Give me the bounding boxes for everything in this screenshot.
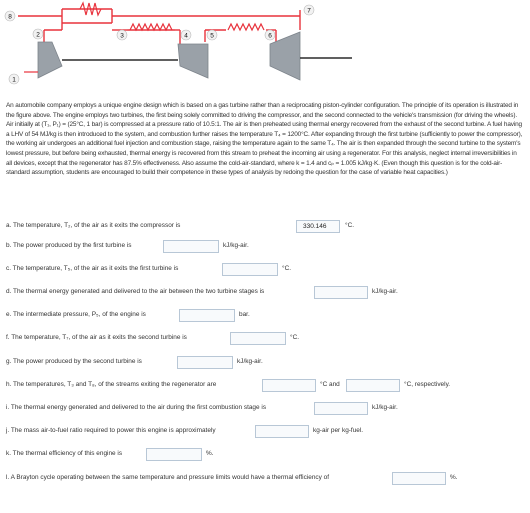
problem-statement: An automobile company employs a unique engine design which is based on a gas turbine rather than a reciprocating piston-cylinder configuration. The principle of its operation is illustrated in the figure above. The engine employs two turbines, the first being solely committed to driving the compressor, and the second connected to the vehicle's transmission (for driving the wheels). Air initially at (T₁, P₁) = (25°C, 1 bar) is compressed at a pressure ratio of 10.5:1. The air is then preheated using thermal energy recovered from the exhaust of the second turbine. A fuel having a LHV of 54 MJ/kg is then introduced to the system, and combustion further raises the temperature T₄ = 1200°C. After expanding through the first turbine (sufficiently to power the compressor), the working air undergoes an additional fuel injection and combustion stage, raising the temperature again to the same T₄. The air is then expanded through the second turbine to the system's lowest pressure, but before being exhausted, thermal energy is recovered from this stream to preheat the incoming air using a regenerator. For this analysis, neglect internal irreversibilities in all devices, except that the regenerator has 87.5% effectiveness. Also assume the cold-air-standard, where k = 1.4 and cₚ = 1.005 kJ/kg·K. (Even though this question is for the cold-air-standard assumption, students are encouraged to build their competence in these types of analysis by redoing the question for the case of variable heat capacities.) <box>6 102 523 177</box>
answer-c-input[interactable] <box>222 263 278 276</box>
question-e-label: e. The intermediate pressure, P₅, of the engine is <box>6 311 146 318</box>
answer-f-input[interactable] <box>230 332 286 345</box>
question-f-label: f. The temperature, T₇, of the air as it exits the second turbine is <box>6 334 187 341</box>
question-h-mid: °C and <box>320 381 340 388</box>
answer-a-input[interactable]: 330.146 <box>296 220 340 233</box>
question-e-unit: bar. <box>239 311 250 318</box>
question-g-unit: kJ/kg-air. <box>237 358 263 365</box>
question-b-label: b. The power produced by the first turbine is <box>6 242 132 249</box>
question-d-label: d. The thermal energy generated and delivered to the air between the two turbine stages is <box>6 288 265 295</box>
question-c-unit: °C. <box>282 265 292 272</box>
state-label-8: 8 <box>8 13 12 21</box>
question-a-unit: °C. <box>345 222 355 229</box>
question-f-unit: °C. <box>290 334 300 341</box>
answer-d-input[interactable] <box>314 286 368 299</box>
flow-lines <box>18 9 300 44</box>
state-label-2: 2 <box>36 31 40 39</box>
state-label-4: 4 <box>184 32 188 40</box>
question-l-unit: %. <box>450 474 458 481</box>
compressor <box>38 42 62 78</box>
answer-g-input[interactable] <box>177 356 233 369</box>
answer-j-input[interactable] <box>255 425 309 438</box>
question-i-unit: kJ/kg-air. <box>372 404 398 411</box>
answer-e-input[interactable] <box>179 309 235 322</box>
engine-schematic <box>0 0 530 100</box>
question-a-label: a. The temperature, T₂, of the air as it exits the compressor is <box>6 222 181 229</box>
question-b-unit: kJ/kg-air. <box>223 242 249 249</box>
question-d-unit: kJ/kg-air. <box>372 288 398 295</box>
question-c-label: c. The temperature, T₅, of the air as it exits the first turbine is <box>6 265 179 272</box>
state-label-6: 6 <box>268 32 272 40</box>
question-h-unit: °C, respectively. <box>404 381 451 388</box>
answer-b-input[interactable] <box>163 240 219 253</box>
state-label-5: 5 <box>210 32 214 40</box>
question-k-label: k. The thermal efficiency of this engine is <box>6 450 123 457</box>
question-j-label: j. The mass air-to-fuel ratio required to power this engine is approximately <box>6 427 216 434</box>
question-i-label: i. The thermal energy generated and delivered to the air during the first combustion stage is <box>6 404 267 411</box>
question-j-unit: kg-air per kg-fuel. <box>313 427 364 434</box>
answer-i-input[interactable] <box>314 402 368 415</box>
state-label-3: 3 <box>120 32 124 40</box>
state-label-7: 7 <box>307 7 311 15</box>
burner-1-coil <box>130 24 172 30</box>
answer-l-input[interactable] <box>392 472 446 485</box>
state-label-1: 1 <box>12 76 16 84</box>
question-l-label: l. A Brayton cycle operating between the same temperature and pressure limits would have a thermal efficiency of <box>6 474 329 481</box>
answer-k-input[interactable] <box>146 448 202 461</box>
question-g-label: g. The power produced by the second turbine is <box>6 358 142 365</box>
answer-h-input-1[interactable] <box>262 379 316 392</box>
answer-h-input-2[interactable] <box>346 379 400 392</box>
burner-2-coil <box>228 24 264 30</box>
turbine-1 <box>178 44 208 78</box>
turbine-2 <box>270 32 300 80</box>
question-k-unit: %. <box>206 450 214 457</box>
question-h-label: h. The temperatures, T₃ and T₈, of the streams exiting the regenerator are <box>6 381 217 388</box>
